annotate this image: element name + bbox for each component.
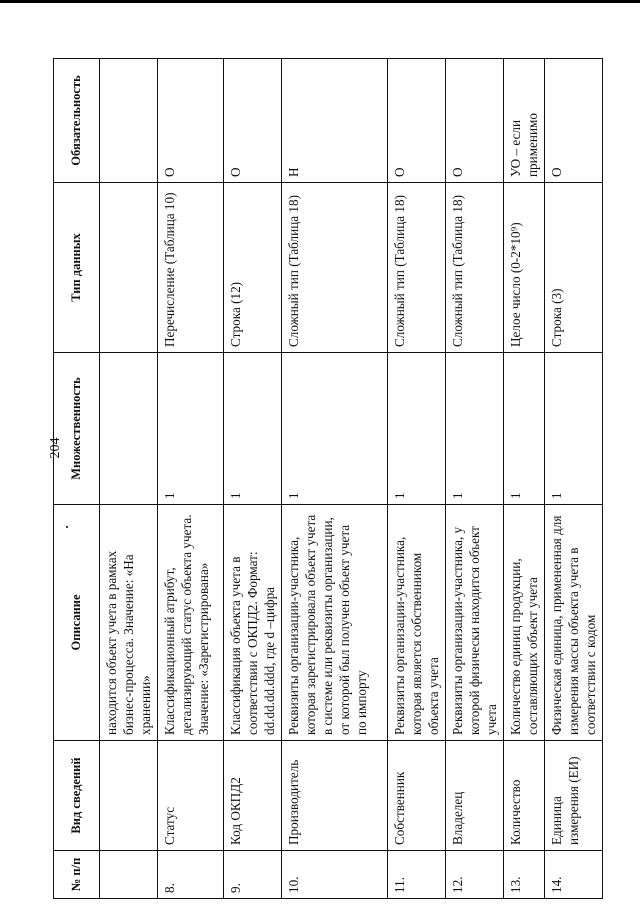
cell-desc: Физическая единица, примененная для измерения массы объекта учета в соответствии с кодом	[545, 505, 603, 741]
cell-type: Сложный тип (Таблица 18)	[446, 183, 504, 353]
table-row	[224, 59, 282, 899]
table-header-row	[54, 59, 100, 899]
header-desc: Описание	[54, 505, 100, 741]
header-mult: Множественность	[54, 353, 100, 505]
cell-num: 9.	[224, 851, 282, 899]
cell-mult: 1	[545, 353, 603, 505]
table-row	[100, 59, 158, 899]
cell-type: Сложный тип (Таблица 18)	[388, 183, 446, 353]
cell-num: 10.	[282, 851, 388, 899]
cell-num: 13.	[504, 851, 545, 899]
cell-kind: Количество	[504, 741, 545, 851]
table-container	[53, 59, 598, 899]
cell-type: Перечисление (Таблица 10)	[158, 183, 224, 353]
cell-mult: 1	[446, 353, 504, 505]
cell-kind: Владелец	[446, 741, 504, 851]
table-row	[504, 59, 545, 899]
cell-mult	[100, 353, 158, 505]
cell-mult: 1	[158, 353, 224, 505]
cell-desc: Классификационный атрибут, детализирующий статус объекта учета. Значение: «Зарегистрирована»	[158, 505, 224, 741]
header-type: Тип данных	[54, 183, 100, 353]
table-row	[446, 59, 504, 899]
cell-req: О	[545, 59, 603, 183]
cell-desc: Реквизиты организации-участника, которая зарегистрировала объект учета в системе или реквизиты организации, от которой был получен объект учета по импорту	[282, 505, 388, 741]
cell-kind: Статус	[158, 741, 224, 851]
cell-mult: 1	[504, 353, 545, 505]
top-rule	[0, 0, 640, 3]
cell-mult: 1	[388, 353, 446, 505]
cell-kind: Производитель	[282, 741, 388, 851]
cell-num	[100, 851, 158, 899]
page-number: 204	[48, 437, 63, 459]
cell-desc: Классификация объекта учета в соответствии с ОКПД2. Формат: dd.dd.dd.ddd, где d –цифра	[224, 505, 282, 741]
cell-mult: 1	[224, 353, 282, 505]
cell-num: 11.	[388, 851, 446, 899]
cell-req: Н	[282, 59, 388, 183]
cell-desc: Количество единиц продукции, составляющих объект учета	[504, 505, 545, 741]
cell-type: Строка (12)	[224, 183, 282, 353]
cell-desc: Реквизиты организации-участника, у которой физически находится объект учета	[446, 505, 504, 741]
cell-kind: Код ОКПД2	[224, 741, 282, 851]
cell-req	[100, 59, 158, 183]
cell-kind	[100, 741, 158, 851]
cell-req: О	[224, 59, 282, 183]
table-row	[282, 59, 388, 899]
cell-desc: Реквизиты организации-участника, которая является собственником объекта учета	[388, 505, 446, 741]
cell-req: О	[446, 59, 504, 183]
table-row	[545, 59, 603, 899]
cell-type: Строка (3)	[545, 183, 603, 353]
table-row	[388, 59, 446, 899]
cell-mult: 1	[282, 353, 388, 505]
cell-req: УО – если применимо	[504, 59, 545, 183]
header-kind: Вид сведений	[54, 741, 100, 851]
cell-type	[100, 183, 158, 353]
cell-type: Сложный тип (Таблица 18)	[282, 183, 388, 353]
cell-num: 14.	[545, 851, 603, 899]
data-table	[53, 58, 603, 899]
header-req: Обязательность	[54, 59, 100, 183]
table-row	[158, 59, 224, 899]
header-num: № п/п	[54, 851, 100, 899]
cell-num: 12.	[446, 851, 504, 899]
cell-kind: Собственник	[388, 741, 446, 851]
cell-desc: находится объект учета в рамках бизнес-процесса. Значение: «На хранении»	[100, 505, 158, 741]
cell-req: О	[158, 59, 224, 183]
cell-type: Целое число (0-2*10⁹)	[504, 183, 545, 353]
cell-num: 8.	[158, 851, 224, 899]
cell-req: О	[388, 59, 446, 183]
cell-kind: Единица измерения (ЕИ)	[545, 741, 603, 851]
